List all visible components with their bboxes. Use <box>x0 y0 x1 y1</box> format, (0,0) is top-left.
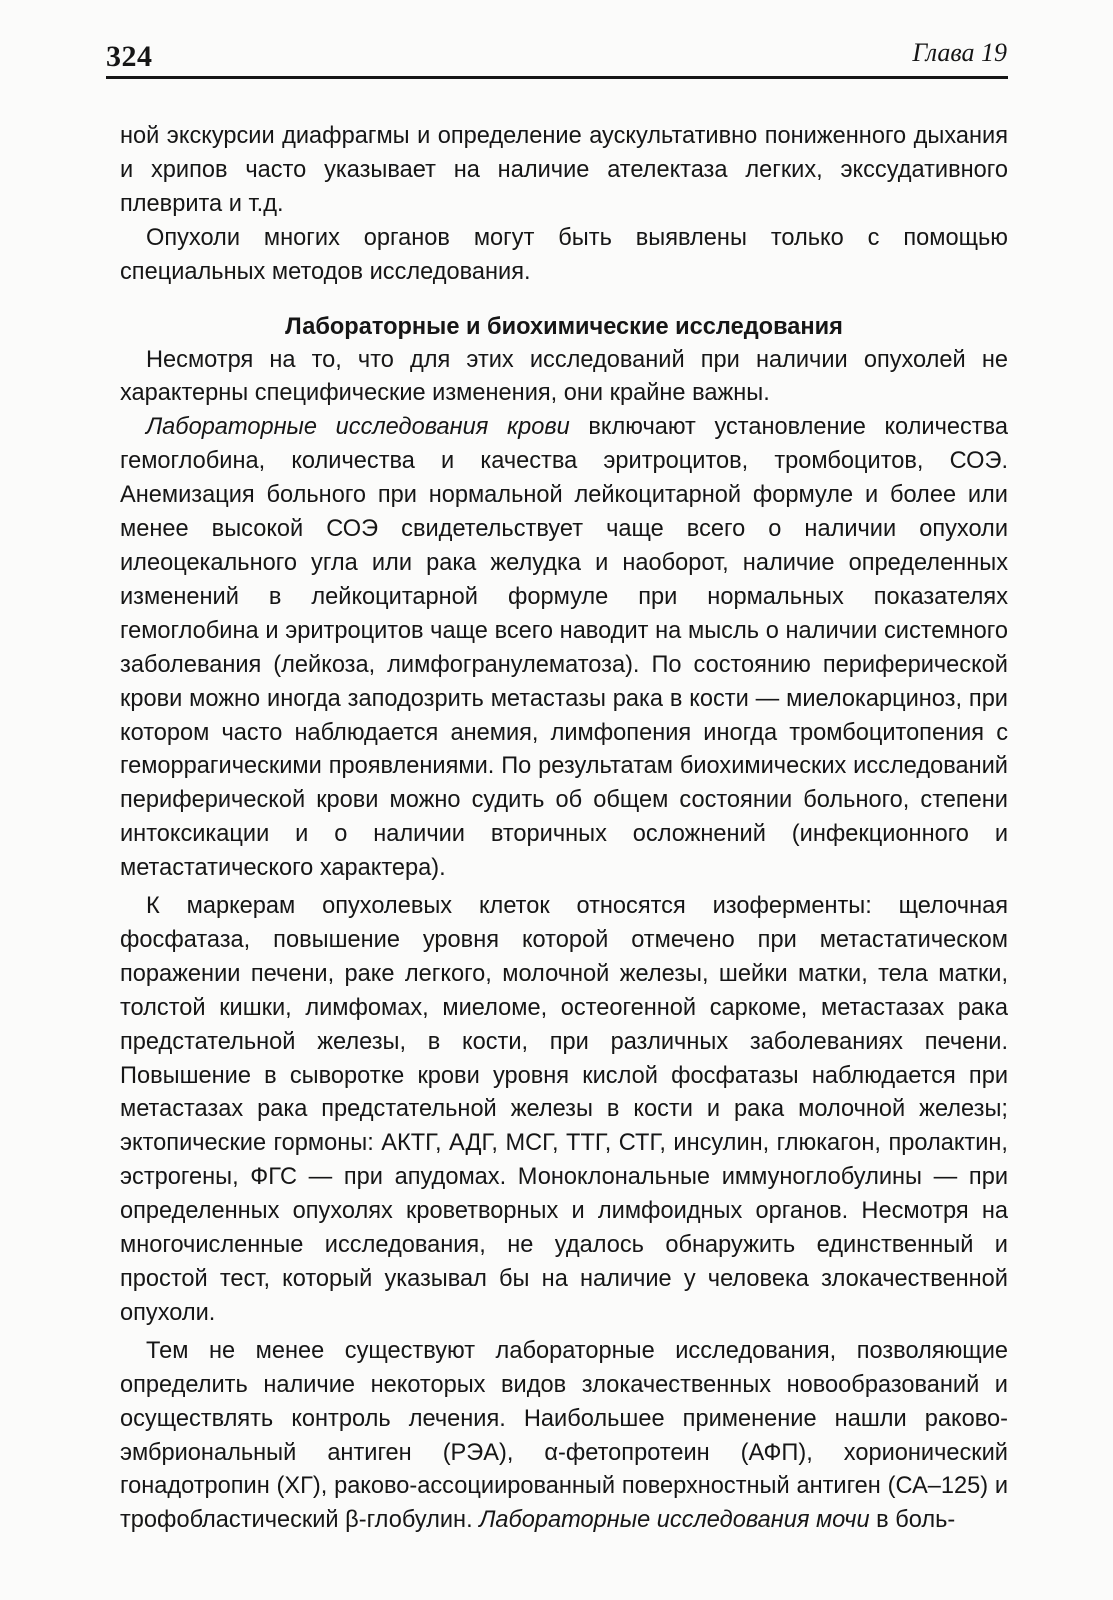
paragraph-blood-text: включают установление количества гемоглобина, количества и качества эритроцитов, тромбоцитов, СОЭ. Анемизация больного при нормальной лейкоцитарной формуле и более или менее высокой СОЭ свидетельствует чаще всего о наличии опухоли илеоцекального угла или рака желудка и наоборот, наличие определенных изменений в лейкоцитарной формуле при нормальных показателях гемоглобина и эритроцитов чаще всего наводит на мысль о наличии системного заболевания (лейкоза, лимфогранулематоза). По состоянию периферической крови можно иногда заподозрить метастазы рака в кости — миелокарциноз, при котором часто наблюдается анемия, лимфопения иногда тромбоцитопения с геморрагическими проявлениями. По результатам биохимических исследований периферической крови можно судить об общем состоянии больного, степени интоксикации и о наличии вторичных осложнений (инфекционного и метастатического характера). <box>120 414 1008 882</box>
paragraph-markers: К маркерам опухолевых клеток относятся изоферменты: щелочная фосфатаза, повышение уровня которой отмечено при метастатическом поражении печени, раке легкого, молочной железы, шейки матки, тела матки, толстой кишки, лимфомах, миеломе, остеогенной саркоме, метастазах рака предстательной железы, в кости, при различных заболеваниях печени. Повышение в сыворотке крови уровня кислой фосфатазы наблюдается при метастазах рака предстательной железы в кости и рака молочной железы; эктопические гормоны: АКТГ, АДГ, МСГ, ТТГ, СТГ, инсулин, глюкагон, пролактин, эстрогены, ФГС — при апудомах. Моноклональные иммуноглобулины — при определенных опухолях кроветворных и лимфоидных органов. Несмотря на многочисленные исследования, не удалось обнаружить единственный и простой тест, который указывал бы на наличие у человека злокачественной опухоли. <box>120 893 1008 1326</box>
body-text <box>120 120 1008 1538</box>
paragraph-intro: Несмотря на то, что для этих исследований при наличии опухолей не характерны специфические изменения, они крайне важны. <box>120 346 1008 407</box>
paragraph-continuation: ной экскурсии диафрагмы и определение аускультативно пониженного дыхания и хрипов часто указывает на наличие ателектаза легких, экссудативного плеврита и т.д. <box>120 123 1008 217</box>
section-heading: Лабораторные и биохимические исследования <box>285 313 843 340</box>
header-rule <box>106 76 1008 79</box>
italic-term-urine: Лабораторные исследования мочи <box>479 1507 870 1534</box>
paragraph-lab-end: в боль- <box>869 1507 956 1534</box>
italic-term-blood: Лабораторные исследования крови <box>146 414 570 441</box>
paragraph-lab-text: Тем не менее существуют лабораторные исследования, позволяющие определить наличие некоторых видов злокачественных новообразований и осуществлять контроль лечения. Наибольшее применение нашли раково-эмбриональный антиген (РЭА), α-фетопротеин (АФП), хорионический гонадотропин (ХГ), раково-ассоциированный поверхностный антиген (СА–125) и трофобластический β-глобулин. <box>120 1337 1008 1534</box>
page-number: 324 <box>106 40 153 73</box>
paragraph-tumors: Опухоли многих органов могут быть выявлены только с помощью специальных методов исследования. <box>120 224 1008 285</box>
paragraph-blood-tests <box>120 411 1008 886</box>
chapter-title: Глава 19 <box>912 38 1007 67</box>
paragraph-lab-tests <box>120 1335 1008 1538</box>
